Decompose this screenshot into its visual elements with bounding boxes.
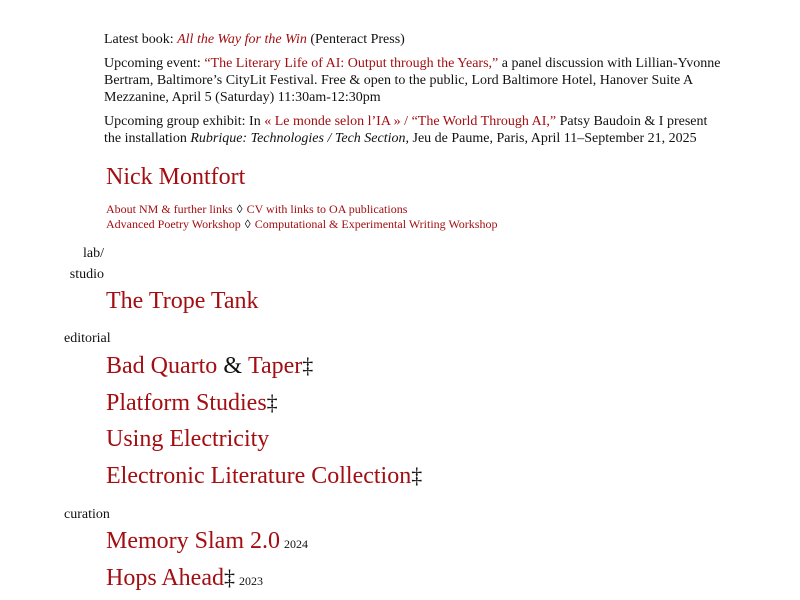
profile-links-row-1 bbox=[106, 202, 497, 217]
upcoming-exhibit-line bbox=[104, 113, 724, 147]
trope-tank-link[interactable]: The Trope Tank bbox=[106, 288, 259, 314]
ampersand: & bbox=[223, 353, 242, 379]
upcoming-exhibit-venue: Jeu de Paume, Paris, April 11–September 21, 2025 bbox=[412, 131, 697, 146]
elc-row bbox=[106, 461, 422, 491]
cv-link[interactable]: CV with links to OA publications bbox=[246, 202, 408, 216]
poetry-workshop-link[interactable]: Advanced Poetry Workshop bbox=[106, 217, 241, 231]
diamond-separator: ◊ bbox=[244, 217, 251, 231]
memory-slam-year: 2024 bbox=[284, 537, 308, 551]
double-dagger-icon: ‡ bbox=[223, 565, 235, 590]
profile-links-row-2 bbox=[106, 217, 497, 232]
elc-link[interactable]: Electronic Literature Collection bbox=[106, 463, 412, 489]
diamond-separator: ◊ bbox=[236, 202, 243, 216]
bad-quarto-taper-row bbox=[106, 351, 313, 381]
upcoming-event-link[interactable]: “The Literary Life of AI: Output through the Years,” bbox=[204, 56, 499, 71]
bad-quarto-link[interactable]: Bad Quarto bbox=[106, 353, 218, 379]
double-dagger-icon: ‡ bbox=[411, 463, 423, 488]
upcoming-exhibit-work: Rubrique: Technologies / Tech Section, bbox=[190, 131, 409, 146]
hops-ahead-link[interactable]: Hops Ahead bbox=[106, 565, 224, 591]
about-link[interactable]: About NM & further links bbox=[106, 202, 233, 216]
news-section bbox=[104, 31, 724, 154]
latest-book-prefix: Latest book: bbox=[104, 32, 174, 47]
double-dagger-icon: ‡ bbox=[302, 353, 314, 378]
latest-book-line bbox=[104, 31, 724, 48]
section-label-lab-line1: lab/ bbox=[83, 246, 104, 261]
section-label-lab bbox=[64, 243, 104, 285]
taper-link[interactable]: Taper bbox=[247, 353, 303, 379]
latest-book-publisher: (Penteract Press) bbox=[310, 32, 405, 47]
section-label-curation: curation bbox=[64, 507, 110, 522]
upcoming-event-line bbox=[104, 55, 724, 106]
memory-slam-row bbox=[106, 526, 308, 559]
memory-slam-link[interactable]: Memory Slam 2.0 bbox=[106, 528, 280, 554]
site-title-link[interactable]: Nick Montfort bbox=[106, 164, 246, 190]
section-label-editorial: editorial bbox=[64, 331, 111, 346]
writing-workshop-link[interactable]: Computational & Experimental Writing Workshop bbox=[254, 217, 498, 231]
double-dagger-icon: ‡ bbox=[266, 390, 278, 415]
hops-ahead-row bbox=[106, 563, 263, 596]
hops-ahead-year: 2023 bbox=[238, 574, 263, 588]
using-electricity-link[interactable]: Using Electricity bbox=[106, 426, 270, 452]
upcoming-event-details: a panel discussion with Lillian-Yvonne Bertram, Baltimore’s CityLit Festival. Free & open to the public, Lord Baltimore Hotel, Hanover Suite A Mezzanine, April 5 (Saturday) 11:30am-12:30pm bbox=[104, 56, 721, 105]
latest-book-link[interactable]: All the Way for the Win bbox=[177, 32, 307, 47]
section-label-lab-line2: studio bbox=[69, 267, 104, 282]
platform-studies-link[interactable]: Platform Studies bbox=[106, 390, 267, 416]
upcoming-exhibit-link[interactable]: « Le monde selon l’IA » / “The World Through AI,” bbox=[264, 114, 557, 129]
upcoming-exhibit-prefix: Upcoming group exhibit: In bbox=[104, 114, 261, 129]
platform-studies-row bbox=[106, 388, 278, 418]
upcoming-exhibit-details: Patsy Baudoin & I present the installation bbox=[104, 114, 708, 146]
upcoming-event-prefix: Upcoming event: bbox=[104, 56, 201, 71]
profile-links bbox=[106, 202, 497, 232]
